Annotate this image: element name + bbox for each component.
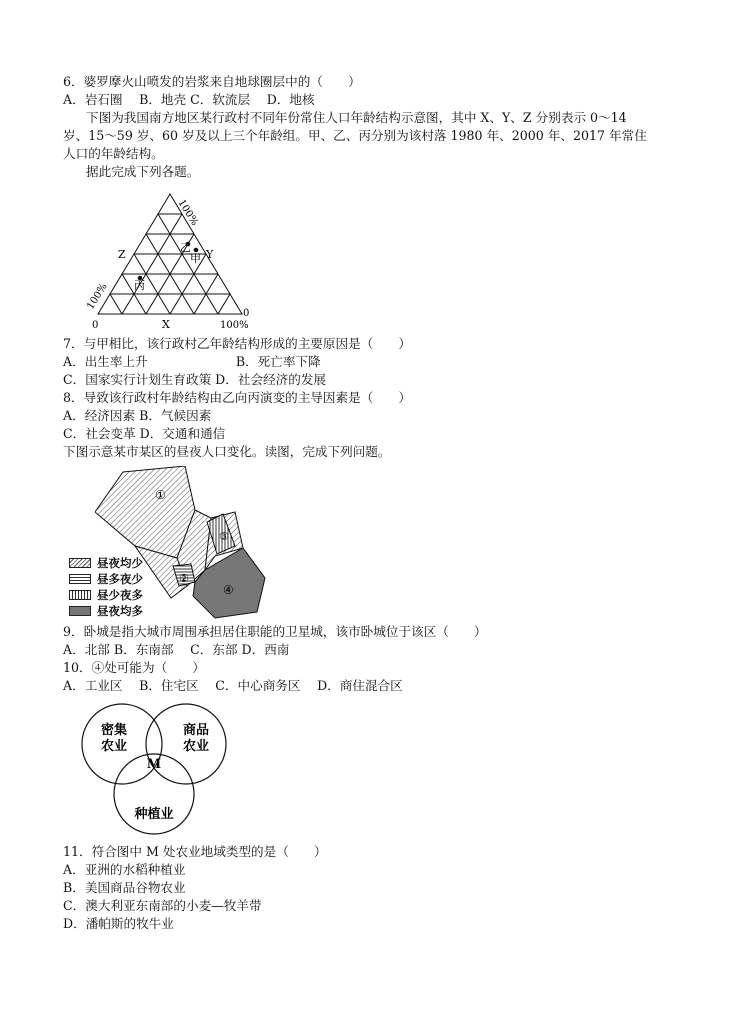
venn-b-line1: 商品: [182, 723, 210, 738]
q9-stem: 9．卧城是指大城市周围承担居住职能的卫星城，该市卧城位于该区（ ）: [63, 624, 487, 639]
q8-options-ab: A．经济因素 B．气候因素: [63, 408, 212, 423]
region-label-4: ④: [223, 583, 234, 597]
region-label-3: ③: [219, 530, 229, 543]
q8-options-cd: C．社会变革 D．交通和通信: [63, 426, 226, 441]
axis-y-label: Y: [206, 248, 214, 261]
label-100-top: 100%: [175, 197, 200, 228]
legend-item-1: [69, 556, 143, 570]
legend-item-4: [69, 604, 143, 618]
venn-a-line2: 农业: [100, 739, 128, 754]
q9-options: A．北部 B．东南部 C．东部 D．西南: [63, 642, 290, 657]
axis-x-label: X: [162, 318, 170, 331]
q8-stem: 8．导致该行政村年龄结构由乙向丙演变的主导因素是（ ）: [63, 390, 412, 405]
label-100-left: 100%: [85, 281, 110, 312]
q11-option-c: C．澳大利亚东南部的小麦—牧羊带: [63, 898, 262, 913]
legend-swatch-solid: [69, 606, 91, 616]
q11-option-a: A．亚洲的水稻种植业: [63, 862, 186, 877]
region-label-1: ①: [155, 488, 166, 502]
label-bing: 丙: [134, 279, 145, 292]
venn-a-line1: 密集: [100, 723, 128, 738]
legend-swatch-diagonal: [69, 558, 91, 568]
axis-z-label: Z: [118, 248, 126, 261]
legend-swatch-horizontal: [69, 574, 91, 584]
intro1-line4: 据此完成下列各题。: [86, 164, 200, 179]
intro1-line2: 岁、15～59 岁、60 岁及以上三个年龄组。甲、乙、丙分别为该村落 1980 年、2000 年、2017 年常住: [63, 128, 647, 143]
venn-b-line2: 农业: [182, 739, 210, 754]
label-100-right: 100%: [220, 320, 249, 331]
q7-options-cd: C．国家实行计划生育政策 D．社会经济的发展: [63, 372, 327, 387]
label-zero-right: 0: [243, 308, 250, 319]
legend-item-2: [69, 572, 143, 586]
q7-stem: 7．与甲相比，该行政村乙年龄结构形成的主要原因是（ ）: [63, 336, 412, 351]
region-label-2: ②: [179, 572, 189, 585]
venn-c: 种植业: [134, 807, 174, 822]
legend-label: 昼少夜多: [97, 588, 143, 602]
intro1-line3: 人口的年龄结构。: [63, 146, 164, 161]
legend-swatch-vertical: [69, 590, 91, 600]
legend-label: 昼夜均多: [97, 604, 143, 618]
intro1-line1: 下图为我国南方地区某行政村不同年份常住人口年龄结构示意图，其中 X、Y、Z 分别表示 0～14: [86, 110, 627, 125]
venn-diagram: [76, 698, 232, 840]
q11-option-b: B．美国商品谷物农业: [63, 880, 186, 895]
q10-stem: 10．④处可能为（ ）: [63, 660, 205, 675]
q6-stem: 6．婆罗摩火山喷发的岩浆来自地球圈层中的（ ）: [63, 74, 361, 89]
legend-label: 昼夜均少: [97, 556, 143, 570]
q10-options: A．工业区 B．住宅区 C．中心商务区 D．商住混合区: [63, 678, 403, 693]
label-jia: 甲: [190, 252, 201, 265]
q11-option-d: D．潘帕斯的牧牛业: [63, 916, 174, 931]
venn-center: M: [146, 757, 162, 772]
legend-item-3: [69, 588, 143, 602]
intro2: 下图示意某市某区的昼夜人口变化。读图，完成下列问题。: [63, 444, 391, 459]
legend-label: 昼多夜少: [97, 572, 143, 586]
label-yi: 乙: [180, 241, 191, 254]
q6-options: A．岩石圈 B．地壳 C．软流层 D．地核: [63, 92, 315, 107]
q11-stem: 11．符合图中 M 处农业地域类型的是（ ）: [63, 844, 327, 859]
label-zero-left: 0: [92, 320, 99, 331]
ternary-diagram: [80, 188, 260, 334]
q7-options-ab: A．出生率上升 B．死亡率下降: [63, 354, 321, 369]
